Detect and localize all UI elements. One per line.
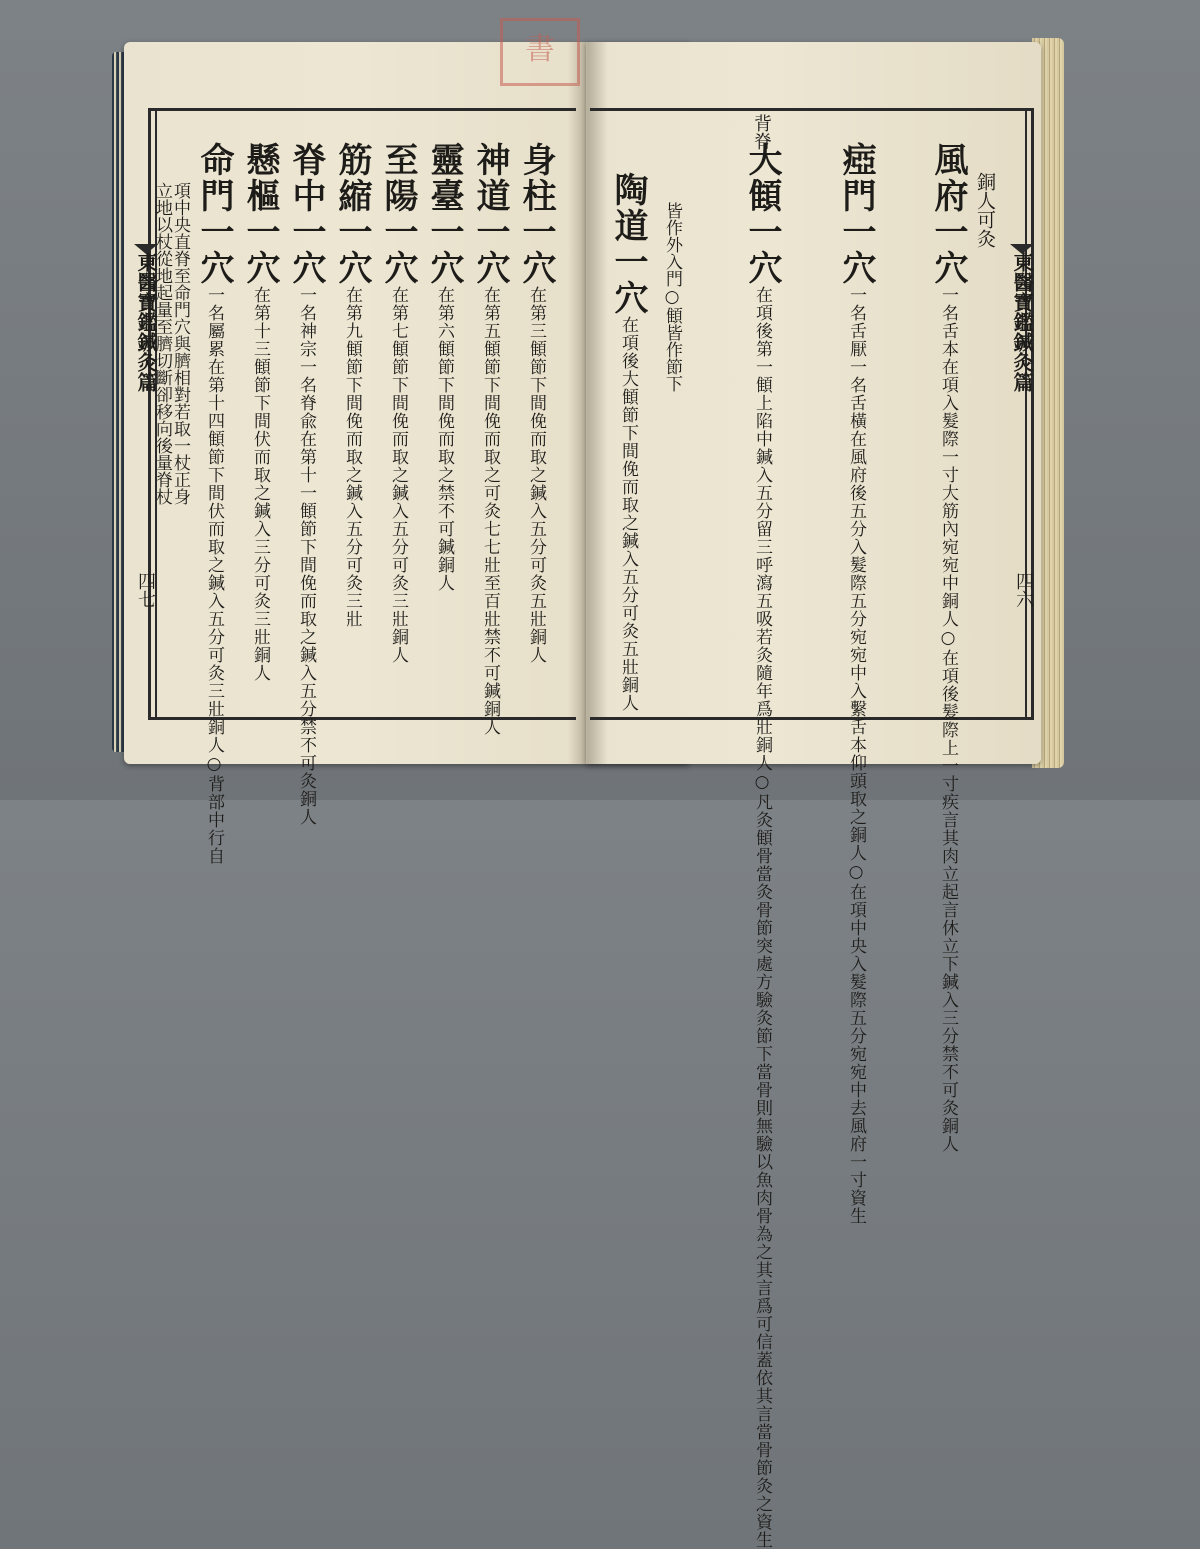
left-column-4 (374, 142, 423, 664)
library-seal (500, 18, 580, 86)
acupoint-name: 筋縮一穴 (332, 142, 372, 286)
acupoint-description: 一名舌厭一名舌橫在風府後五分入髮際五分宛宛中入繫舌本仰頭取之銅人○在項中央入髮際五分宛宛中去風府一寸資生 (846, 286, 866, 1225)
open-book (112, 32, 1062, 1549)
acupoint-name: 陶道一穴 (608, 172, 648, 316)
acupoint-name: 靈臺一穴 (424, 142, 464, 286)
acupoint-name: 命門一穴 (194, 142, 234, 286)
right-frame-inner-rule (1025, 111, 1027, 717)
left-page-number: 四七 (135, 572, 156, 608)
acupoint-description: 在第六顀節下間俛而取之禁不可鍼銅人 (434, 286, 454, 592)
acupoint-description: 一名屬累在第十四顀節下間伏而取之鍼入五分可灸三壯銅人○背部中行自 (204, 286, 224, 865)
right-column-1 (924, 142, 973, 1153)
right-column-3 (738, 142, 787, 1549)
acupoint-description: 在項後第一顀上陷中鍼入五分留三呼瀉五吸若灸隨年爲壯銅人○凡灸顀骨當灸骨節突處方驗灸節下當骨則無驗以魚肉骨為之其言爲可信蓋依其言當骨節灸之資生 (752, 286, 772, 1549)
acupoint-name: 至陽一穴 (378, 142, 418, 286)
acupoint-description: 在項後大顀節下間俛而取之鍼入五分可灸五壯銅人 (618, 316, 638, 712)
right-column-2 (832, 142, 881, 1225)
acupoint-description: 在第九顀節下間俛而取之鍼入五分可灸三壯 (342, 286, 362, 628)
right-header-note: 銅人可灸 (974, 172, 996, 248)
acupoint-name: 身柱一穴 (516, 142, 556, 286)
left-column-1 (512, 142, 561, 664)
acupoint-name: 瘂門一穴 (836, 142, 876, 286)
acupoint-description: 一名舌本在項入髮際一寸大筋內宛宛中銅人○在項後髮際上一寸疾言其肉立起言休立下鍼入三分禁不可灸銅人 (938, 286, 958, 1153)
acupoint-name: 風府一穴 (928, 142, 968, 286)
right-column-4 (604, 172, 653, 712)
acupoint-name: 大顀一穴 (742, 142, 782, 286)
right-spine-label: 背脊 (751, 114, 772, 150)
left-column-7 (236, 142, 285, 682)
right-margin-title: 東醫寶鑑鍼灸篇 (1010, 252, 1034, 392)
right-fishtail-top (1010, 244, 1034, 254)
left-column-5 (328, 142, 377, 628)
left-column-8 (190, 142, 239, 865)
acupoint-description: 在第五顀節下間俛而取之可灸七七壯至百壯禁不可鍼銅人 (480, 286, 500, 736)
left-column-3 (420, 142, 469, 592)
acupoint-name: 神道一穴 (470, 142, 510, 286)
left-note-2: 立地以杖從地起量至臍切斷卻移向後量脊杖 (152, 182, 172, 505)
acupoint-description: 在第三顀節下間俛而取之鍼入五分可灸五壯銅人 (526, 286, 546, 664)
acupoint-name: 脊中一穴 (286, 142, 326, 286)
right-note-1: 皆作外入門○顀皆作節下 (662, 202, 682, 392)
acupoint-description: 在第十三顀節下間伏而取之鍼入三分可灸三壯銅人 (250, 286, 270, 682)
left-note-1: 項中央直脊至命門穴與臍相對若取一杖正身 (170, 182, 190, 505)
acupoint-description: 在第七顀節下間俛而取之鍼入五分可灸三壯銅人 (388, 286, 408, 664)
acupoint-name: 懸樞一穴 (240, 142, 280, 286)
acupoint-description: 一名神宗一名脊兪在第十一顀節下間俛而取之鍼入五分禁不可灸銅人 (296, 286, 316, 826)
left-column-2 (466, 142, 515, 736)
left-margin-title: 東醫寶鑑鍼灸篇 (134, 252, 158, 392)
seal-text: 書 (525, 32, 555, 67)
left-column-6 (282, 142, 331, 826)
right-page-number: 四六 (1013, 572, 1034, 608)
